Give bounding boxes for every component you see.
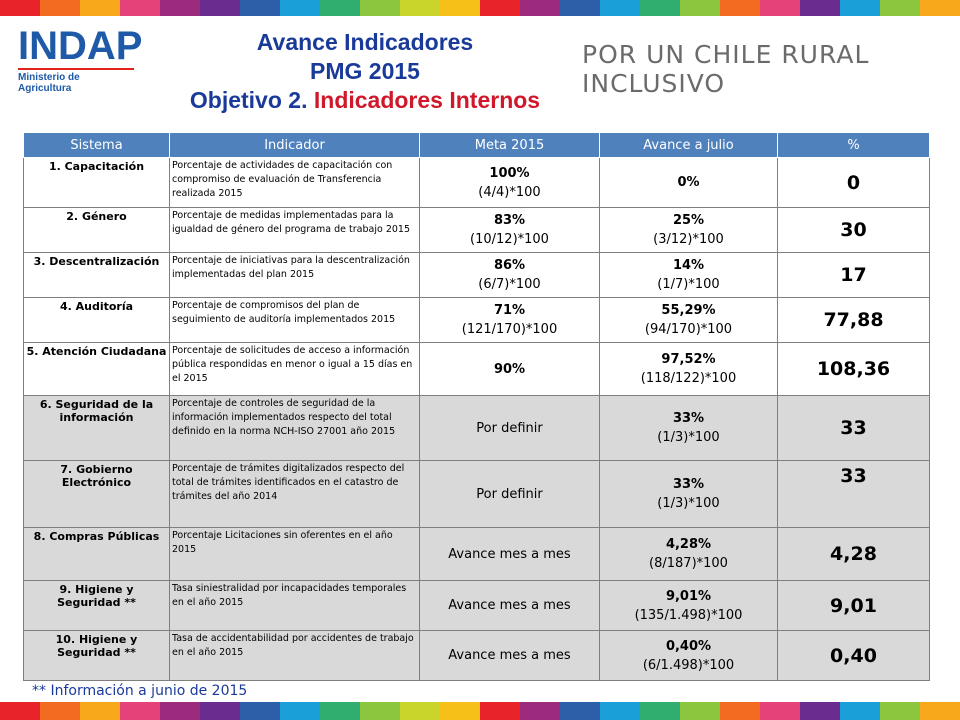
logo-text: INDAP — [18, 24, 143, 68]
meta-value: Avance mes a mes — [448, 648, 571, 663]
cell-avance — [600, 208, 778, 253]
cell-avance — [600, 298, 778, 343]
cell-meta — [420, 208, 600, 253]
meta-formula: (4/4)*100 — [478, 184, 541, 200]
slogan: POR UN CHILE RURAL INCLUSIVO — [582, 40, 870, 98]
cell-pct: 0 — [778, 158, 930, 208]
cell-sistema: 4. Auditoría — [24, 298, 170, 343]
avance-value: 0% — [677, 175, 700, 190]
avance-formula: (118/122)*100 — [640, 371, 737, 386]
cell-avance — [600, 396, 778, 461]
cell-avance — [600, 461, 778, 528]
meta-value: 100% — [489, 165, 530, 181]
cell-meta — [420, 461, 600, 528]
cell-avance — [600, 343, 778, 396]
meta-value: Por definir — [476, 420, 543, 436]
cell-meta — [420, 158, 600, 208]
indicators-table — [23, 132, 930, 681]
cell-indicador: Porcentaje de compromisos del plan de seguimiento de auditoría implementados 2015 — [170, 298, 420, 343]
avance-value: 9,01% — [665, 588, 712, 604]
meta-value: 83% — [493, 213, 526, 228]
cell-pct: 108,36 — [778, 343, 930, 396]
cell-meta — [420, 343, 600, 396]
cell-pct: 17 — [778, 253, 930, 298]
cell-sistema: 1. Capacitación — [24, 158, 170, 208]
cell-avance — [600, 528, 778, 581]
avance-formula: (135/1.498)*100 — [634, 607, 743, 623]
avance-formula: (8/187)*100 — [649, 556, 728, 571]
avance-formula: (1/3)*100 — [657, 430, 720, 445]
top-color-stripe — [0, 0, 960, 16]
table-row — [24, 253, 930, 298]
column-header-indicador: Indicador — [170, 133, 420, 158]
avance-value: 55,29% — [661, 303, 716, 318]
cell-indicador: Tasa de accidentabilidad por accidentes de trabajo en el año 2015 — [170, 631, 420, 681]
avance-formula: (6/1.498)*100 — [642, 657, 735, 673]
avance-formula: (3/12)*100 — [653, 232, 724, 247]
table-row — [24, 208, 930, 253]
cell-sistema: 7. Gobierno Electrónico — [24, 461, 170, 528]
cell-sistema: 2. Género — [24, 208, 170, 253]
avance-value: 25% — [672, 213, 705, 228]
title-line-3 — [150, 86, 580, 115]
cell-sistema: 9. Higiene y Seguridad ** — [24, 581, 170, 631]
avance-formula: (94/170)*100 — [644, 322, 733, 337]
cell-sistema: 3. Descentralización — [24, 253, 170, 298]
avance-value: 14% — [672, 258, 705, 273]
cell-indicador: Porcentaje de iniciativas para la descentralización implementadas del plan 2015 — [170, 253, 420, 298]
cell-meta — [420, 631, 600, 681]
table-header-row — [24, 133, 930, 158]
avance-value: 0,40% — [665, 638, 712, 654]
cell-pct: 0,40 — [778, 631, 930, 681]
avance-value: 33% — [672, 477, 705, 492]
cell-avance — [600, 631, 778, 681]
cell-sistema: 5. Atención Ciudadana — [24, 343, 170, 396]
cell-meta — [420, 253, 600, 298]
avance-value: 33% — [672, 411, 705, 426]
logo-subtitle: Ministerio de Agricultura — [18, 68, 134, 94]
table-row — [24, 343, 930, 396]
cell-pct: 9,01 — [778, 581, 930, 631]
cell-pct: 33 — [778, 461, 930, 528]
avance-formula: (1/3)*100 — [657, 496, 720, 511]
column-header-meta: Meta 2015 — [420, 133, 600, 158]
cell-avance — [600, 158, 778, 208]
table-row — [24, 396, 930, 461]
bottom-color-stripe — [0, 702, 960, 720]
cell-indicador: Porcentaje de controles de seguridad de la información implementados respecto del total definido en la norma NCH-ISO 27001 año 2015 — [170, 396, 420, 461]
title-line-3-prefix: Objetivo 2. — [189, 87, 308, 113]
meta-formula: (6/7)*100 — [478, 277, 541, 292]
indap-logo — [18, 24, 143, 94]
meta-value: 71% — [493, 303, 526, 318]
cell-pct: 33 — [778, 396, 930, 461]
cell-pct: 4,28 — [778, 528, 930, 581]
column-header-avance: Avance a julio — [600, 133, 778, 158]
column-header-sistema: Sistema — [24, 133, 170, 158]
title-line-3-highlight: Indicadores Internos — [313, 87, 541, 113]
avance-value: 97,52% — [661, 352, 716, 367]
meta-value: 90% — [493, 361, 526, 377]
cell-indicador: Porcentaje Licitaciones sin oferentes en el año 2015 — [170, 528, 420, 581]
cell-meta — [420, 298, 600, 343]
title-line-2: PMG 2015 — [310, 58, 420, 84]
table-row — [24, 631, 930, 681]
avance-value: 4,28% — [665, 537, 712, 552]
meta-formula: (10/12)*100 — [470, 232, 549, 247]
cell-pct: 77,88 — [778, 298, 930, 343]
cell-pct: 30 — [778, 208, 930, 253]
cell-indicador: Tasa siniestralidad por incapacidades temporales en el año 2015 — [170, 581, 420, 631]
cell-avance — [600, 253, 778, 298]
cell-meta — [420, 581, 600, 631]
column-header-pct: % — [778, 133, 930, 158]
cell-avance — [600, 581, 778, 631]
cell-sistema: 6. Seguridad de la información — [24, 396, 170, 461]
page-title — [150, 28, 580, 115]
table-row — [24, 528, 930, 581]
table-row — [24, 461, 930, 528]
cell-sistema: 10. Higiene y Seguridad ** — [24, 631, 170, 681]
cell-sistema: 8. Compras Públicas — [24, 528, 170, 581]
cell-indicador: Porcentaje de trámites digitalizados respecto del total de trámites identificados en el catastro de trámites del año 2014 — [170, 461, 420, 528]
meta-value: Avance mes a mes — [448, 546, 571, 562]
table-row — [24, 581, 930, 631]
cell-indicador: Porcentaje de actividades de capacitación con compromiso de evaluación de Transferencia realizada 2015 — [170, 158, 420, 208]
cell-indicador: Porcentaje de solicitudes de acceso a información pública respondidas en menor o igual a 15 días en el 2015 — [170, 343, 420, 396]
meta-value: Avance mes a mes — [448, 598, 571, 613]
table-row — [24, 298, 930, 343]
meta-value: 86% — [493, 258, 526, 273]
avance-formula: (1/7)*100 — [657, 277, 720, 292]
cell-indicador: Porcentaje de medidas implementadas para la igualdad de género del programa de trabajo 2015 — [170, 208, 420, 253]
footnote: ** Información a junio de 2015 — [32, 683, 248, 699]
title-line-1: Avance Indicadores — [256, 29, 474, 55]
cell-meta — [420, 528, 600, 581]
meta-value: Por definir — [476, 486, 543, 502]
cell-meta — [420, 396, 600, 461]
table-row — [24, 158, 930, 208]
meta-formula: (121/170)*100 — [461, 322, 558, 337]
